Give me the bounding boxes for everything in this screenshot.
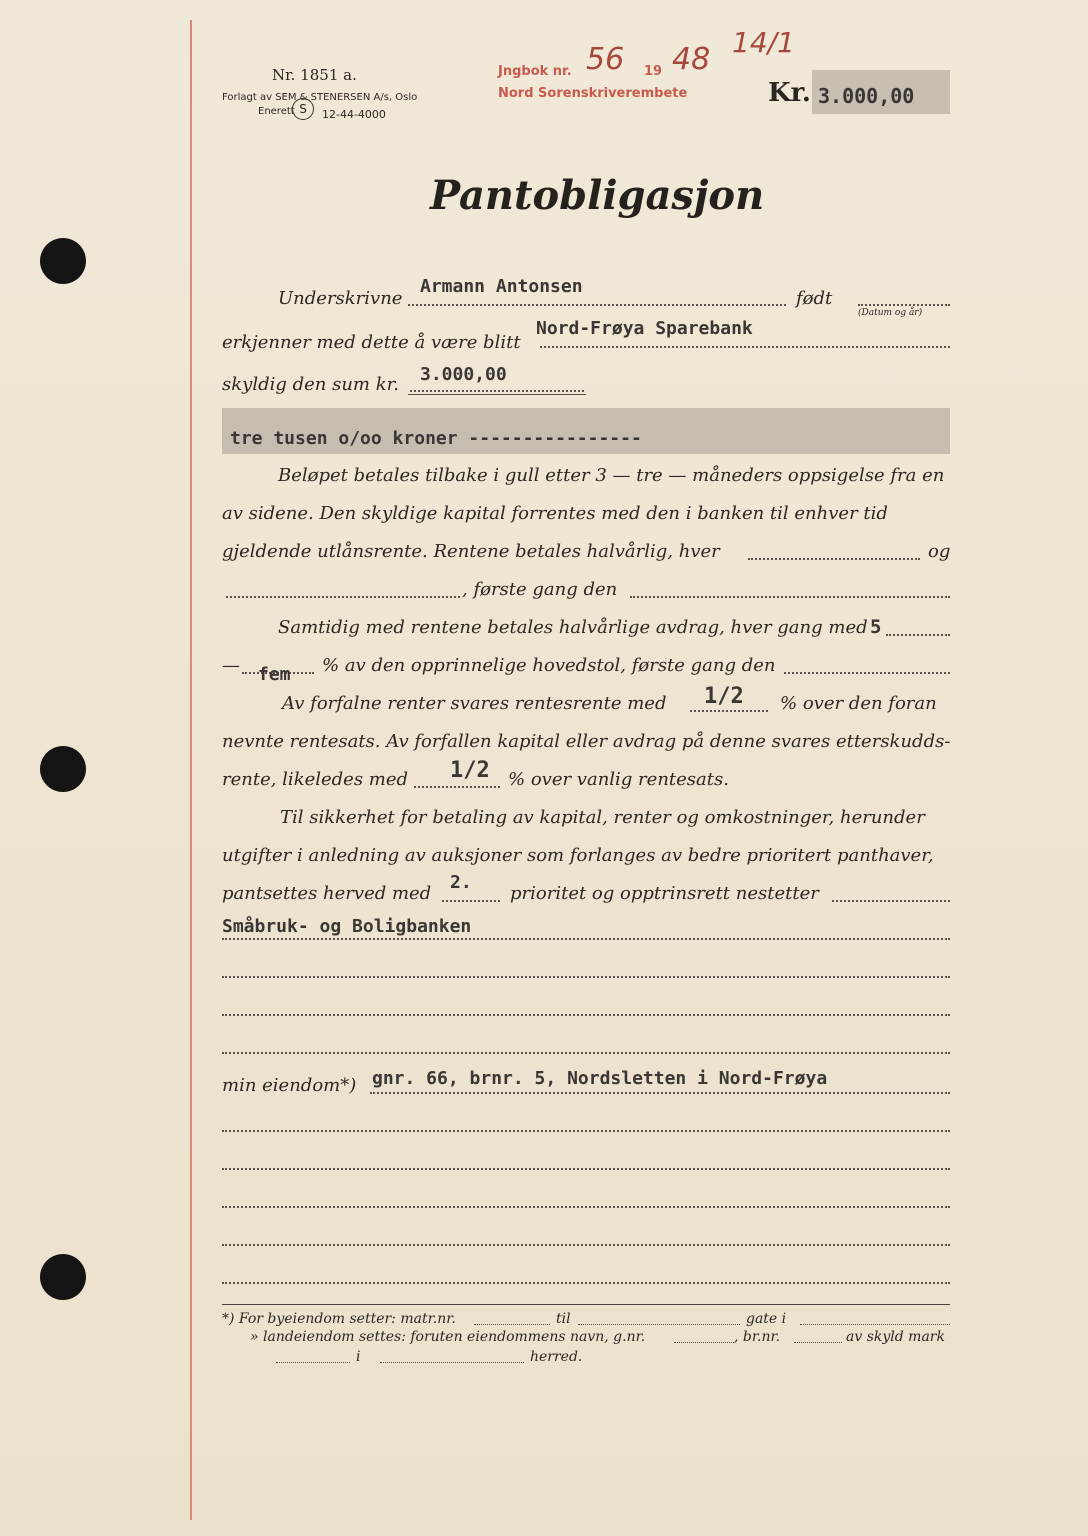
p3-rate1-dots bbox=[690, 710, 768, 712]
blank-line-8 bbox=[222, 1282, 950, 1284]
margin-rule bbox=[190, 20, 192, 1520]
p2-line1-dots bbox=[886, 634, 950, 636]
footnote-line3a: i bbox=[356, 1349, 361, 1365]
undersigned-label: Underskrivne bbox=[278, 288, 403, 309]
p2-pct-word: fem bbox=[258, 664, 291, 685]
blank-line-1 bbox=[222, 976, 950, 978]
blank-line-7 bbox=[222, 1244, 950, 1246]
p2-line1: Samtidig med rentene betales halvårlige avdrag, hver gang med bbox=[278, 617, 868, 638]
p1-line3-end: og bbox=[928, 541, 951, 562]
publisher-logo-icon: S bbox=[292, 98, 314, 120]
p3-rate2: 1/2 bbox=[450, 758, 490, 783]
born-hint: (Datum og år) bbox=[858, 308, 923, 318]
blank-line-4 bbox=[222, 1130, 950, 1132]
sum-underline bbox=[408, 394, 586, 395]
born-dots bbox=[858, 304, 950, 306]
p3-rate1: 1/2 bbox=[704, 684, 744, 709]
sum-digits: 3.000,00 bbox=[420, 364, 507, 385]
undersigned-name: Armann Antonsen bbox=[420, 276, 583, 297]
footnote-line1c: gate i bbox=[746, 1311, 787, 1327]
p2-line2: % av den opprinnelige hovedstol, første gang den bbox=[322, 655, 776, 676]
p3-line3a: rente, likeledes med bbox=[222, 769, 409, 790]
undersigned-dots bbox=[408, 304, 786, 306]
p1-line1: Beløpet betales tilbake i gull etter 3 — tre — måneders oppsigelse fra en bbox=[278, 465, 945, 486]
p3-rate2-dots bbox=[414, 786, 500, 788]
year-prefix: 19 bbox=[644, 64, 663, 79]
p1-line4: , første gang den bbox=[462, 579, 618, 600]
footnote-line1b: til bbox=[556, 1311, 571, 1327]
eneret-label: Enerett bbox=[258, 106, 295, 117]
p2-pct-digit: 5 bbox=[870, 616, 882, 638]
p1-line3: gjeldende utlånsrente. Rentene betales halvårlig, hver bbox=[222, 541, 720, 562]
creditor-dots bbox=[540, 346, 950, 348]
blank-line-6 bbox=[222, 1206, 950, 1208]
p3-line1b: % over den foran bbox=[780, 693, 937, 714]
journal-number: 56 bbox=[586, 42, 625, 77]
footnote-dots-3 bbox=[800, 1324, 950, 1325]
p3-line2: nevnte rentesats. Av forfallen kapital eller avdrag på denne svares etterskudds- bbox=[222, 731, 951, 752]
owe-label: skyldig den sum kr. bbox=[222, 374, 399, 395]
document-title: Pantobligasjon bbox=[430, 172, 765, 219]
footnote-dots-7 bbox=[380, 1362, 524, 1363]
holder-dots bbox=[222, 938, 950, 940]
footnote-dots-2 bbox=[578, 1324, 740, 1325]
date-handwritten: 14/1 bbox=[732, 26, 795, 59]
p4-line3a: pantsettes herved med bbox=[222, 883, 432, 904]
footnote-rule bbox=[222, 1304, 950, 1305]
publisher-line: Forlagt av SEM & STENERSEN A/s, Oslo bbox=[222, 92, 418, 103]
sum-words: tre tusen o/oo kroner ---------------- bbox=[230, 428, 642, 449]
p4-line1: Til sikkerhet for betaling av kapital, renter og omkostninger, herunder bbox=[280, 807, 925, 828]
born-label: født bbox=[796, 288, 833, 309]
p1-line4-dots-b bbox=[630, 596, 950, 598]
blank-line-2 bbox=[222, 1014, 950, 1016]
kr-label: Kr. bbox=[768, 78, 811, 108]
prior-holder: Småbruk- og Boligbanken bbox=[222, 916, 472, 937]
footnote-line2b: , br.nr. bbox=[734, 1329, 781, 1345]
property-label: min eiendom*) bbox=[222, 1075, 357, 1096]
p3-line3b: % over vanlig rentesats. bbox=[508, 769, 729, 790]
form-code: 12-44-4000 bbox=[322, 108, 386, 121]
blank-line-5 bbox=[222, 1168, 950, 1170]
form-number: Nr. 1851 a. bbox=[272, 66, 357, 84]
amount-value: 3.000,00 bbox=[818, 84, 915, 108]
p1-line3-dots bbox=[748, 558, 920, 560]
punch-hole-middle bbox=[40, 746, 86, 792]
property-value: gnr. 66, brnr. 5, Nordsletten i Nord-Frøya bbox=[372, 1068, 828, 1089]
footnote-dots-1 bbox=[474, 1324, 550, 1325]
p1-line2: av sidene. Den skyldige kapital forrentes med den i banken til enhver tid bbox=[222, 503, 888, 524]
p3-line1a: Av forfalne renter svares rentesrente med bbox=[282, 693, 667, 714]
acknowledge-label: erkjenner med dette å være blitt bbox=[222, 332, 521, 353]
footnote-line3b: herred. bbox=[530, 1349, 583, 1365]
p4-line3b: prioritet og opptrinsrett nestetter bbox=[510, 883, 819, 904]
creditor-name: Nord-Frøya Sparebank bbox=[536, 318, 753, 339]
footnote-dots-5 bbox=[794, 1342, 842, 1343]
punch-hole-bottom bbox=[40, 1254, 86, 1300]
journal-label: Jngbok nr. bbox=[498, 64, 572, 79]
p2-line2-dots-b bbox=[784, 672, 950, 674]
footnote-line2c: av skyld mark bbox=[846, 1329, 945, 1345]
office-stamp: Nord Sorenskriverembete bbox=[498, 86, 688, 101]
p1-line4-dots-a bbox=[226, 596, 460, 598]
property-dots bbox=[370, 1092, 950, 1094]
footnote-dots-4 bbox=[674, 1342, 734, 1343]
footnote-line1a: *) For byeiendom setter: matr.nr. bbox=[222, 1311, 456, 1327]
year-suffix: 48 bbox=[672, 42, 711, 77]
p4-line2: utgifter i anledning av auksjoner som forlanges av bedre prioritert panthaver, bbox=[222, 845, 934, 866]
footnote-line2a: » landeiendom settes: foruten eiendommens navn, g.nr. bbox=[250, 1329, 646, 1345]
punch-hole-top bbox=[40, 238, 86, 284]
p2-dash: — bbox=[222, 655, 240, 676]
sum-dots bbox=[410, 390, 584, 392]
p4-priority-dots bbox=[442, 900, 500, 902]
blank-line-3 bbox=[222, 1052, 950, 1054]
p4-priority: 2. bbox=[450, 872, 472, 893]
footnote-dots-6 bbox=[276, 1362, 350, 1363]
p4-line3-dots bbox=[832, 900, 950, 902]
